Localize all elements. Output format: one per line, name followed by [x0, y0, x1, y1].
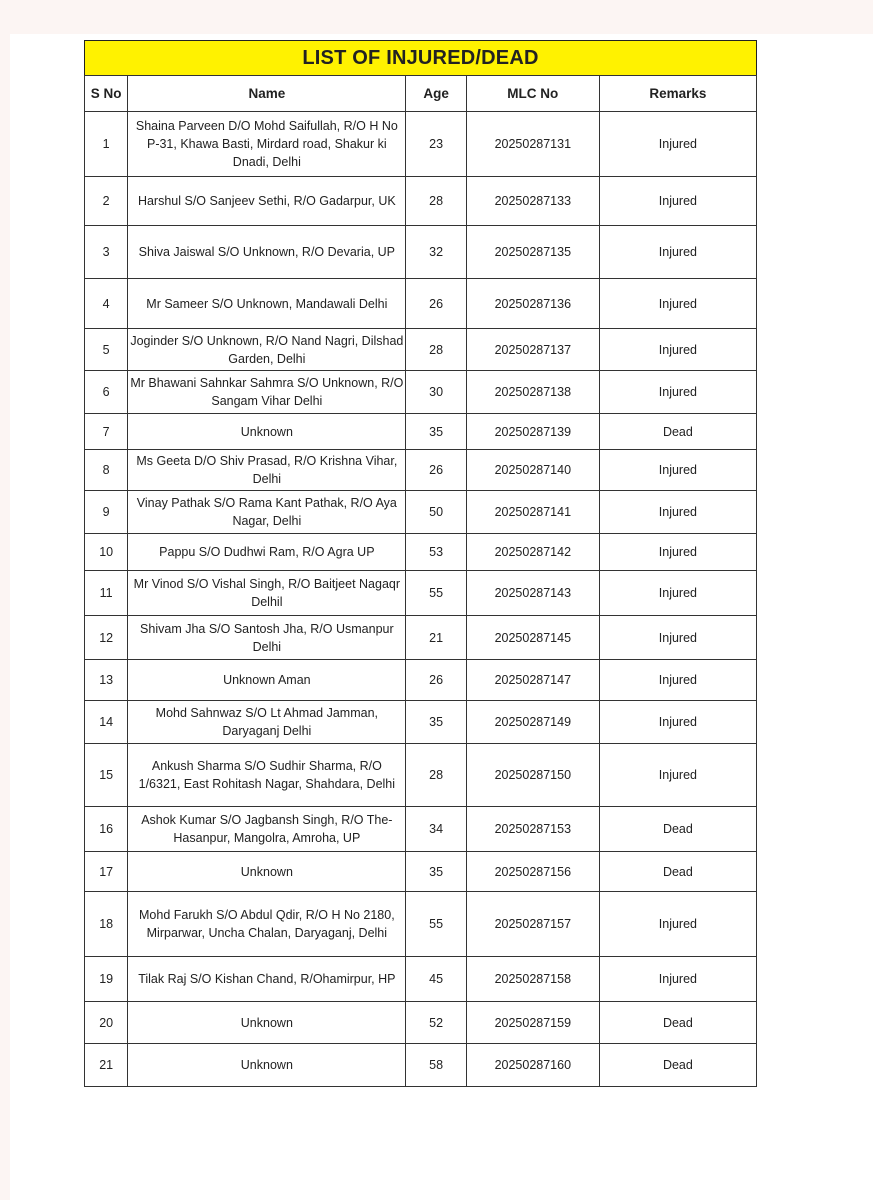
cell-age: 52	[406, 1002, 466, 1044]
cell-remarks: Injured	[599, 571, 756, 616]
cell-sno: 12	[85, 616, 128, 660]
cell-sno: 18	[85, 892, 128, 957]
table-row	[85, 616, 757, 660]
table-row	[85, 660, 757, 701]
cell-remarks: Injured	[599, 177, 756, 226]
cell-age: 28	[406, 744, 466, 807]
table-row	[85, 957, 757, 1002]
table-body	[85, 112, 757, 1087]
cell-remarks: Injured	[599, 371, 756, 414]
cell-age: 23	[406, 112, 466, 177]
cell-name: Harshul S/O Sanjeev Sethi, R/O Gadarpur, UK	[128, 177, 406, 226]
cell-sno: 1	[85, 112, 128, 177]
cell-age: 28	[406, 329, 466, 371]
column-header-mlc: MLC No	[466, 76, 599, 112]
cell-mlc-no: 20250287142	[466, 534, 599, 571]
column-header-name: Name	[128, 76, 406, 112]
table-row	[85, 852, 757, 892]
table-row	[85, 744, 757, 807]
cell-sno: 6	[85, 371, 128, 414]
cell-mlc-no: 20250287147	[466, 660, 599, 701]
cell-name: Shaina Parveen D/O Mohd Saifullah, R/O H No P-31, Khawa Basti, Mirdard road, Shakur ki Dnadi, Delhi	[128, 112, 406, 177]
table-row	[85, 534, 757, 571]
cell-remarks: Dead	[599, 1044, 756, 1087]
table-row	[85, 1002, 757, 1044]
cell-mlc-no: 20250287141	[466, 491, 599, 534]
cell-remarks: Dead	[599, 1002, 756, 1044]
cell-mlc-no: 20250287150	[466, 744, 599, 807]
cell-name: Unknown	[128, 852, 406, 892]
injured-dead-table	[84, 75, 757, 1087]
cell-remarks: Injured	[599, 892, 756, 957]
cell-age: 58	[406, 1044, 466, 1087]
cell-remarks: Injured	[599, 744, 756, 807]
cell-remarks: Injured	[599, 660, 756, 701]
column-header-sno: S No	[85, 76, 128, 112]
cell-mlc-no: 20250287133	[466, 177, 599, 226]
cell-mlc-no: 20250287138	[466, 371, 599, 414]
table-row	[85, 491, 757, 534]
cell-name: Joginder S/O Unknown, R/O Nand Nagri, Dilshad Garden, Delhi	[128, 329, 406, 371]
cell-name: Unknown	[128, 1002, 406, 1044]
cell-name: Mr Sameer S/O Unknown, Mandawali Delhi	[128, 279, 406, 329]
table-header-row	[85, 76, 757, 112]
cell-sno: 21	[85, 1044, 128, 1087]
table-row	[85, 414, 757, 450]
table-row	[85, 329, 757, 371]
cell-sno: 13	[85, 660, 128, 701]
cell-mlc-no: 20250287136	[466, 279, 599, 329]
cell-mlc-no: 20250287156	[466, 852, 599, 892]
cell-age: 35	[406, 701, 466, 744]
cell-name: Unknown	[128, 1044, 406, 1087]
cell-remarks: Injured	[599, 534, 756, 571]
cell-mlc-no: 20250287153	[466, 807, 599, 852]
cell-sno: 7	[85, 414, 128, 450]
table-row	[85, 226, 757, 279]
cell-remarks: Dead	[599, 852, 756, 892]
cell-name: Ashok Kumar S/O Jagbansh Singh, R/O The-Hasanpur, Mangolra, Amroha, UP	[128, 807, 406, 852]
cell-mlc-no: 20250287158	[466, 957, 599, 1002]
cell-age: 53	[406, 534, 466, 571]
document-title: LIST OF INJURED/DEAD	[84, 40, 757, 75]
cell-mlc-no: 20250287145	[466, 616, 599, 660]
cell-mlc-no: 20250287140	[466, 450, 599, 491]
cell-sno: 15	[85, 744, 128, 807]
cell-remarks: Injured	[599, 616, 756, 660]
cell-age: 26	[406, 450, 466, 491]
cell-remarks: Injured	[599, 450, 756, 491]
table-row	[85, 892, 757, 957]
cell-remarks: Injured	[599, 329, 756, 371]
cell-name: Mr Bhawani Sahnkar Sahmra S/O Unknown, R/O Sangam Vihar Delhi	[128, 371, 406, 414]
table-row	[85, 450, 757, 491]
cell-name: Ankush Sharma S/O Sudhir Sharma, R/O 1/6321, East Rohitash Nagar, Shahdara, Delhi	[128, 744, 406, 807]
cell-age: 35	[406, 852, 466, 892]
table-row	[85, 177, 757, 226]
cell-name: Pappu S/O Dudhwi Ram, R/O Agra UP	[128, 534, 406, 571]
cell-age: 26	[406, 279, 466, 329]
cell-sno: 19	[85, 957, 128, 1002]
cell-name: Ms Geeta D/O Shiv Prasad, R/O Krishna Vihar, Delhi	[128, 450, 406, 491]
cell-remarks: Injured	[599, 112, 756, 177]
cell-mlc-no: 20250287149	[466, 701, 599, 744]
cell-remarks: Injured	[599, 279, 756, 329]
cell-name: Unknown Aman	[128, 660, 406, 701]
cell-sno: 2	[85, 177, 128, 226]
column-header-remarks: Remarks	[599, 76, 756, 112]
table-row	[85, 279, 757, 329]
cell-age: 55	[406, 892, 466, 957]
cell-name: Mohd Sahnwaz S/O Lt Ahmad Jamman, Daryaganj Delhi	[128, 701, 406, 744]
cell-mlc-no: 20250287139	[466, 414, 599, 450]
cell-age: 28	[406, 177, 466, 226]
cell-remarks: Dead	[599, 807, 756, 852]
cell-sno: 3	[85, 226, 128, 279]
cell-age: 34	[406, 807, 466, 852]
cell-sno: 5	[85, 329, 128, 371]
cell-age: 30	[406, 371, 466, 414]
cell-sno: 9	[85, 491, 128, 534]
cell-remarks: Injured	[599, 701, 756, 744]
cell-mlc-no: 20250287159	[466, 1002, 599, 1044]
cell-name: Mr Vinod S/O Vishal Singh, R/O Baitjeet Nagaqr Delhil	[128, 571, 406, 616]
cell-name: Mohd Farukh S/O Abdul Qdir, R/O H No 2180, Mirparwar, Uncha Chalan, Daryaganj, Delhi	[128, 892, 406, 957]
table-row	[85, 1044, 757, 1087]
cell-sno: 16	[85, 807, 128, 852]
cell-age: 55	[406, 571, 466, 616]
cell-name: Vinay Pathak S/O Rama Kant Pathak, R/O Aya Nagar, Delhi	[128, 491, 406, 534]
cell-name: Shivam Jha S/O Santosh Jha, R/O Usmanpur Delhi	[128, 616, 406, 660]
table-row	[85, 701, 757, 744]
cell-remarks: Dead	[599, 414, 756, 450]
cell-remarks: Injured	[599, 957, 756, 1002]
injured-dead-list-sheet	[84, 40, 757, 1087]
document-page	[10, 34, 873, 1200]
table-row	[85, 112, 757, 177]
cell-age: 35	[406, 414, 466, 450]
cell-sno: 17	[85, 852, 128, 892]
cell-sno: 14	[85, 701, 128, 744]
cell-mlc-no: 20250287135	[466, 226, 599, 279]
cell-name: Tilak Raj S/O Kishan Chand, R/Ohamirpur, HP	[128, 957, 406, 1002]
cell-sno: 20	[85, 1002, 128, 1044]
table-row	[85, 807, 757, 852]
table-row	[85, 571, 757, 616]
cell-sno: 10	[85, 534, 128, 571]
cell-age: 26	[406, 660, 466, 701]
cell-name: Unknown	[128, 414, 406, 450]
table-row	[85, 371, 757, 414]
column-header-age: Age	[406, 76, 466, 112]
cell-remarks: Injured	[599, 491, 756, 534]
cell-mlc-no: 20250287160	[466, 1044, 599, 1087]
cell-name: Shiva Jaiswal S/O Unknown, R/O Devaria, UP	[128, 226, 406, 279]
cell-remarks: Injured	[599, 226, 756, 279]
cell-sno: 11	[85, 571, 128, 616]
cell-mlc-no: 20250287131	[466, 112, 599, 177]
cell-age: 50	[406, 491, 466, 534]
cell-mlc-no: 20250287157	[466, 892, 599, 957]
cell-age: 32	[406, 226, 466, 279]
cell-sno: 4	[85, 279, 128, 329]
cell-mlc-no: 20250287137	[466, 329, 599, 371]
cell-age: 21	[406, 616, 466, 660]
cell-mlc-no: 20250287143	[466, 571, 599, 616]
cell-age: 45	[406, 957, 466, 1002]
cell-sno: 8	[85, 450, 128, 491]
